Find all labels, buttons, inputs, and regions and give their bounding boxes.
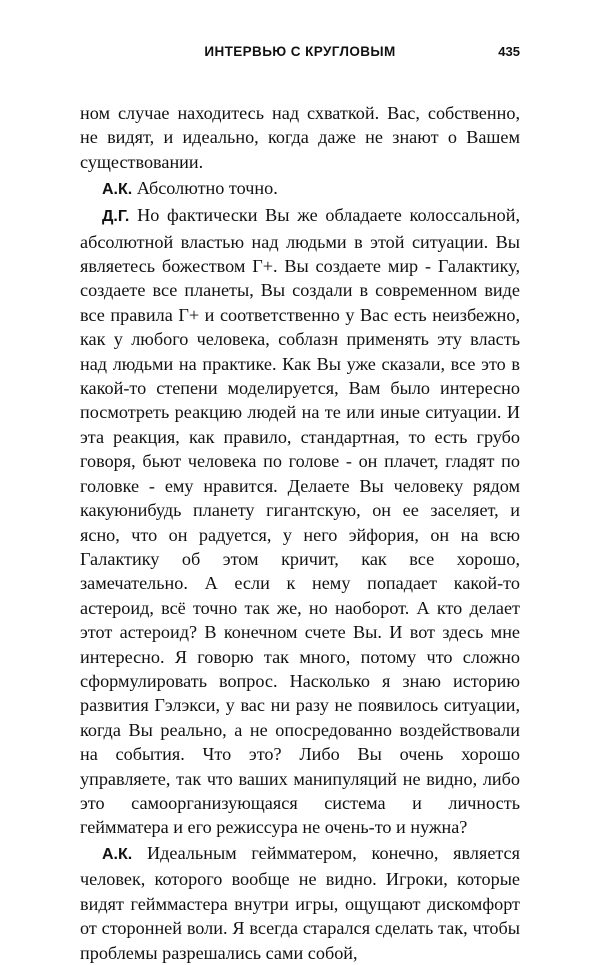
paragraph-text: Абсолютно точно. (132, 177, 278, 198)
paragraph-reply-1 (80, 176, 520, 202)
speaker-label: А.К. (102, 846, 133, 864)
text-body (80, 101, 520, 965)
running-head (80, 44, 520, 66)
running-title: ИНТЕРВЬЮ С КРУГЛОВЫМ (204, 44, 396, 59)
paragraph-question (80, 203, 520, 840)
paragraph-continuation: ном случае находитесь над схваткой. Вас, собственно, не видят, и идеально, когда даже не знают о Вашем существовании. (80, 103, 520, 172)
page-number: 435 (498, 44, 520, 59)
paragraph-text: Идеальным геймматером, конечно, является человек, которого вообще не видно. Игроки, которые видят гейммастера внутри игры, ощущают дискомфорт от сторонней воли. Я всегда старался сделать так, чтобы проблемы разрешались сами собой, (80, 843, 520, 963)
paragraph-text: Но фактически Вы же обладаете колоссальной, абсолютной властью над людьми в этой ситуации. Вы являетесь божеством Г+. Вы создаете мир - Галактику, создаете все планеты, Вы создали в современном виде все правила Г+ и соответственно у Вас есть неизбежно, как у любого человека, соблазн применять эту власть над людьми на практике. Как Вы уже сказали, все это в какой-то степени моделируется, Вам было интересно посмотреть реакцию людей на те или иные ситуации. И эта реакция, как правило, стандартная, то есть грубо говоря, бьют человека по голове - он плачет, гладят по головке - ему нравится. Делаете Вы человеку рядом какуюнибудь планету гигантскую, он ее заселяет, и ясно, что он радуется, у него эйфория, он на всю Галактику об этом кричит, как все хорошо, замечательно. А если к нему попадает какой-то астероид, всё точно так же, но наоборот. А кто делает этот астероид? В конечном счете Вы. И вот здесь мне интересно. Я говорю так много, потому что сложно сформулировать вопрос. Насколько я знаю историю развития Гэлэкси, у вас ни разу не появилось ситуации, когда Вы реально, а не опосредованно воздействовали на события. Что это? Либо Вы очень хорошо управляете, так что ваших манипуляций не видно, либо это самоорганизующаяся система и личность геймматера и его режиссура не очень-то и нужна? (80, 205, 520, 838)
speaker-label: А.К. (102, 180, 133, 198)
speaker-label: Д.Г. (102, 208, 130, 226)
paragraph-reply-2 (80, 841, 520, 965)
